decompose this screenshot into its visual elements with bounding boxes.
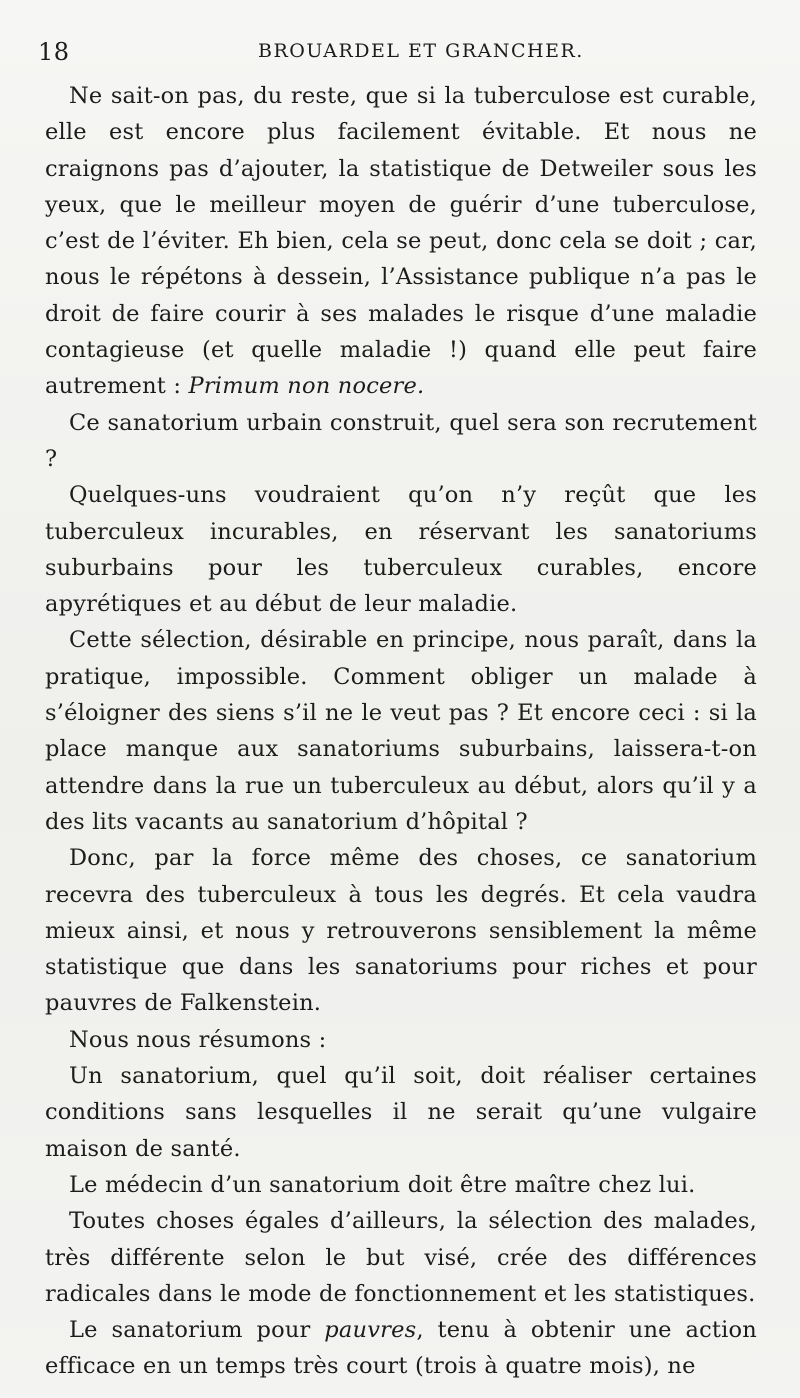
paragraph-7: Un sanatorium, quel qu’il soit, doit réaliser certaines conditions sans lesquelles il ne serait qu’une vulgaire maison de santé. xyxy=(45,1063,757,1162)
paragraph-3: Quelques-uns voudraient qu’on n’y reçût que les tuberculeux incurables, en réservant les sanatoriums suburbains pour les tuberculeux curables, encore apyrétiques et au début de leur maladie. xyxy=(45,482,757,618)
emphasis-pauvres: pauvres xyxy=(324,1317,417,1344)
page-number: 18 xyxy=(38,38,70,66)
paragraph-8: Le médecin d’un sanatorium doit être maître chez lui. xyxy=(69,1171,696,1198)
paragraph-10-tail: , tenu à obtenir une action efficace en un temps très court (trois à quatre mois), ne xyxy=(45,1317,757,1380)
paragraph-2: Ce sanatorium urbain construit, quel sera son recrutement ? xyxy=(45,409,757,472)
paragraph-4: Cette sélection, désirable en principe, nous paraît, dans la pratique, impossible. Comment obliger un malade à s’éloigner des siens s’il ne le veut pas ? Et encore ceci : si la place manque aux sanatoriums suburbains, laissera-t-on attendre dans la rue un tuberculeux au début, alors qu’il y a des lits vacants au sanatorium d’hôpital ? xyxy=(45,627,757,835)
paragraph-5: Donc, par la force même des choses, ce sanatorium recevra des tuberculeux à tous les degrés. Et cela vaudra mieux ainsi, et nous y retrouverons sensiblement la même statistique que dans les sanatoriums pour riches et pour pauvres de Falkenstein. xyxy=(45,845,757,1017)
page-header xyxy=(38,38,754,68)
paragraph-6: Nous nous résumons : xyxy=(69,1026,327,1053)
running-title: BROUARDEL ET GRANCHER. xyxy=(258,40,584,62)
paragraph-10-text: Le sanatorium pour xyxy=(69,1317,325,1344)
latin-motto: Primum non nocere. xyxy=(188,373,425,400)
paragraph-9: Toutes choses égales d’ailleurs, la sélection des malades, très différente selon le but visé, crée des différences radicales dans le mode de fonctionnement et les statistiques. xyxy=(45,1208,757,1307)
paragraph-10 xyxy=(45,1312,757,1385)
paragraph-1-text: Ne sait-on pas, du reste, que si la tuberculose est curable, elle est encore plus facilement évitable. Et nous ne craignons pas d’ajouter, la statistique de Detweiler sous les yeux, que le meilleur moyen de guérir d’une tuberculose, c’est de l’éviter. Eh bien, cela se peut, donc cela se doit ; car, nous le répétons à dessein, l’Assistance publique n’a pas le droit de faire courir à ses malades le risque d’une maladie contagieuse (et quelle maladie !) quand elle peut faire autrement : xyxy=(45,83,757,400)
body-text xyxy=(45,78,757,1385)
paragraph-1 xyxy=(45,78,757,405)
